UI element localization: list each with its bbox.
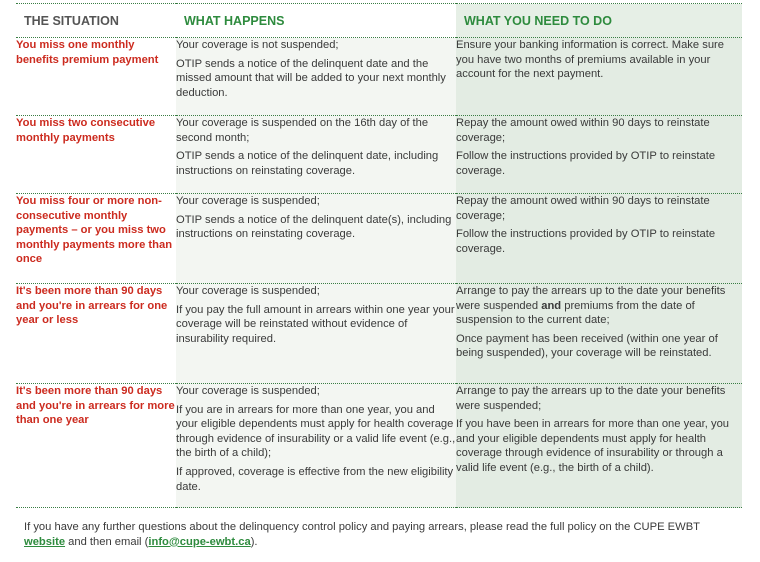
- what-to-do-cell: [456, 384, 742, 508]
- what-to-do-text: [456, 284, 742, 328]
- emphasis-and: and: [541, 299, 562, 312]
- footer-text: ).: [250, 535, 258, 548]
- what-happens-text: OTIP sends a notice of the delinquent date and the missed amount that will be added to your next monthly deduction.: [176, 57, 446, 99]
- what-happens-text: Your coverage is suspended;: [176, 385, 320, 397]
- what-to-do-cell: [456, 116, 742, 194]
- what-to-do-text: Repay the amount owed within 90 days to reinstate coverage;: [456, 195, 710, 222]
- what-happens-text: Your coverage is suspended on the 16th day of the second month;: [176, 117, 429, 144]
- what-happens-text: If you pay the full amount in arrears within one year your coverage will be reinstated without evidence of insurability required.: [176, 303, 455, 345]
- what-to-do-text-part: premiums from the date of suspension to the current date;: [456, 299, 695, 327]
- header-what-happens: WHAT HAPPENS: [176, 4, 456, 38]
- what-happens-cell: [176, 194, 456, 284]
- what-to-do-text: Ensure your banking information is correct. Make sure you have two months of premiums available in your account for the next payment.: [456, 39, 724, 81]
- what-happens-cell: [176, 38, 456, 116]
- what-happens-text: Your coverage is suspended;: [176, 285, 320, 297]
- what-happens-text: Your coverage is not suspended;: [176, 39, 339, 51]
- what-happens-text: OTIP sends a notice of the delinquent date(s), including instructions on reinstating coverage.: [176, 213, 452, 241]
- website-link[interactable]: website: [24, 535, 66, 548]
- what-to-do-cell: [456, 194, 742, 284]
- what-to-do-text: If you have been in arrears for more than one year, you and your eligible dependents must apply for health coverage through evidence of insurability or through a valid life event (e.g., the birth of a child).: [456, 418, 730, 474]
- table-row: [16, 116, 742, 194]
- what-happens-text: If you are in arrears for more than one year, you and your eligible dependents must apply for health coverage through evidence of insurability or a valid life event (e.g., the birth of a child);: [176, 403, 456, 460]
- delinquency-table: [16, 3, 742, 508]
- what-happens-cell: [176, 116, 456, 194]
- what-happens-text: OTIP sends a notice of the delinquent date, including instructions on reinstating coverage.: [176, 150, 439, 177]
- header-what-to-do: WHAT YOU NEED TO DO: [456, 4, 742, 38]
- footer-note: [24, 520, 739, 550]
- what-to-do-text: Repay the amount owed within 90 days to reinstate coverage;: [456, 117, 710, 144]
- situation-cell: You miss two consecutive monthly payments: [16, 116, 176, 194]
- what-happens-cell: [176, 284, 456, 384]
- what-to-do-text-part: Arrange to pay the arrears up to the date your benefits were suspended: [456, 285, 726, 312]
- table-row: [16, 194, 742, 284]
- table-row: [16, 38, 742, 116]
- what-to-do-cell: [456, 38, 742, 116]
- footer-text: and then email (: [65, 535, 149, 548]
- what-to-do-text: Arrange to pay the arrears up to the date your benefits were suspended;: [456, 385, 726, 412]
- header-situation: THE SITUATION: [16, 4, 176, 38]
- situation-cell: It's been more than 90 days and you're in arrears for one year or less: [16, 284, 176, 384]
- what-to-do-cell: [456, 284, 742, 384]
- what-to-do-text: Follow the instructions provided by OTIP to reinstate coverage.: [456, 150, 716, 177]
- email-link[interactable]: info@cupe-ewbt.ca: [148, 535, 251, 548]
- what-to-do-text: Follow the instructions provided by OTIP to reinstate coverage.: [456, 228, 716, 255]
- table-row: [16, 384, 742, 508]
- what-happens-text: Your coverage is suspended;: [176, 195, 320, 207]
- situation-cell: You miss one monthly benefits premium payment: [16, 38, 176, 116]
- table-row: [16, 284, 742, 384]
- what-to-do-text: Once payment has been received (within one year of being suspended), your coverage will be reinstated.: [456, 332, 718, 360]
- footer-text: If you have any further questions about the delinquency control policy and paying arrears, please read the full policy on the CUPE EWBT: [24, 521, 700, 533]
- what-happens-text: If approved, coverage is effective from the new eligibility date.: [176, 465, 454, 493]
- table-header-row: [16, 4, 742, 38]
- situation-cell: You miss four or more non-consecutive monthly payments – or you miss two monthly payments more than once: [16, 194, 176, 284]
- situation-cell: It's been more than 90 days and you're in arrears for more than one year: [16, 384, 176, 508]
- what-happens-cell: [176, 384, 456, 508]
